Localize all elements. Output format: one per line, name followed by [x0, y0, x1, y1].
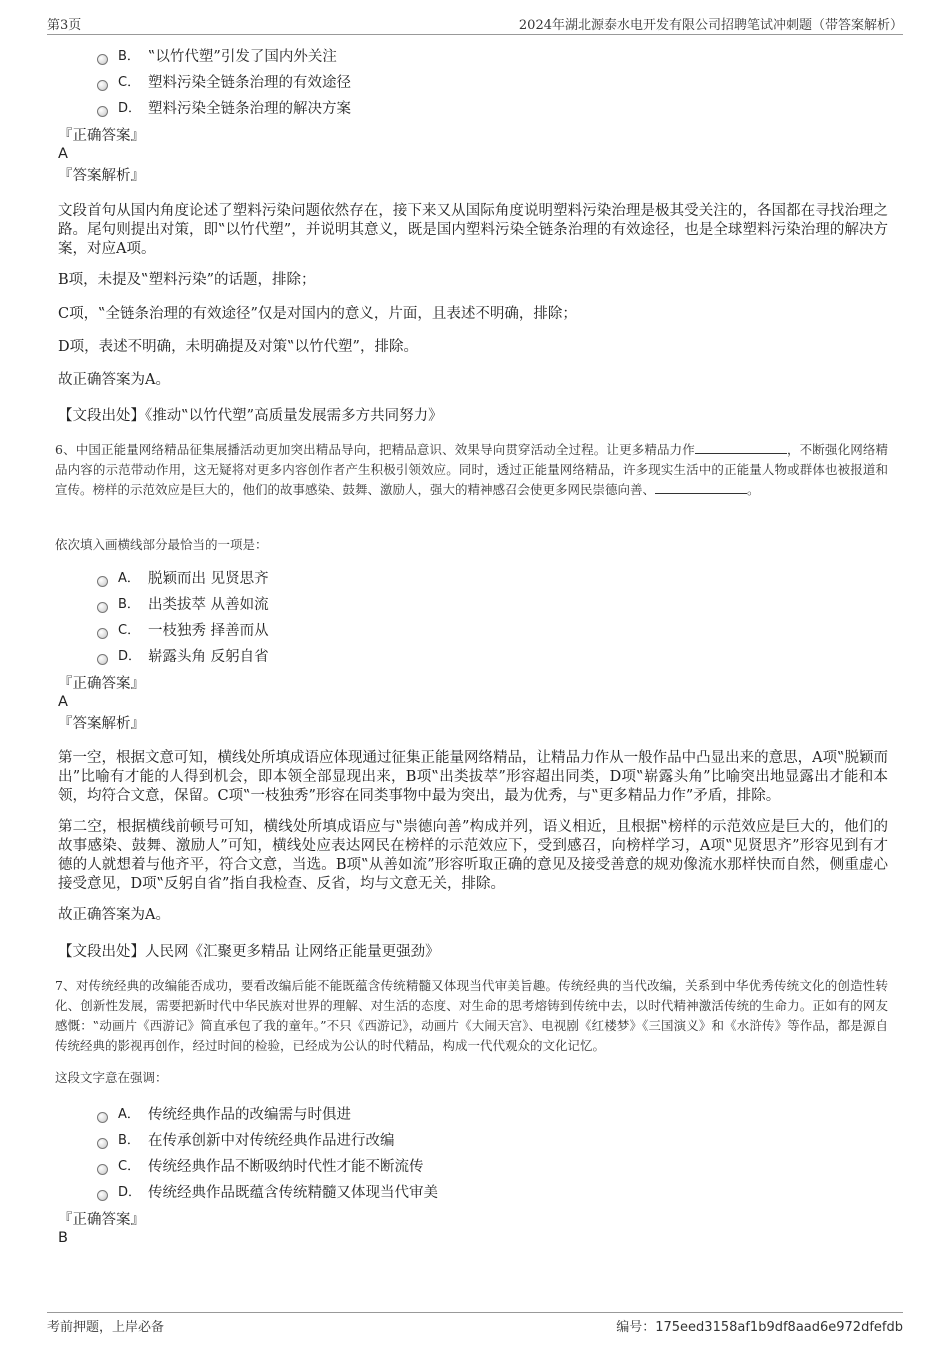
- q7-option-d[interactable]: D． 传统经典作品既蕴含传统精髓又体现当代审美: [97, 1182, 438, 1204]
- q5-analysis-para: 文段首句从国内角度论述了塑料污染问题依然存在，接下来又从国际角度说明塑料污染治理是极其受关注的，各国都在寻找治理之路。尾句则提出对策，即‟以竹代塑”，并说明其意义，既是国内塑料污染全链条治理的有效途径，也是全球塑料污染治理的解决方案，对应A项。: [58, 203, 888, 257]
- radio-icon[interactable]: [97, 1138, 108, 1149]
- q6-option-a[interactable]: A． 脱颖而出 见贤思齐: [97, 568, 269, 590]
- q6-option-c[interactable]: C． 一枝独秀 择善而从: [97, 620, 269, 642]
- radio-icon[interactable]: [97, 576, 108, 587]
- radio-icon[interactable]: [97, 80, 108, 91]
- q6-analysis-para: 第二空，根据横线前顿号可知，横线处所填成语应与‟崇德向善”构成并列，语义相近，且根据‟榜样的示范效应是巨大的，他们的故事感染、鼓舞、激励人”可知，横线处应表达网民在榜样的示范效应下，受到感召，向榜样学习，A项‟见贤思齐”形容见到有才德的人就想着与他齐平，符合文意，当选。B项‟从善如流”形容听取正确的意见及接受善意的规劝像流水那样快而自然，侧重虚心接受意见，D项‟反躬自省”指自我检查、反省，均与文意无关，排除。: [58, 819, 888, 892]
- q7-option-c[interactable]: C． 传统经典作品不断吸纳时代性才能不断流传: [97, 1156, 424, 1178]
- q7-option-a[interactable]: A． 传统经典作品的改编需与时俱进: [97, 1104, 351, 1126]
- q5-option-d[interactable]: D． 塑料污染全链条治理的解决方案: [97, 98, 351, 120]
- radio-icon[interactable]: [97, 1190, 108, 1201]
- radio-icon[interactable]: [97, 602, 108, 613]
- radio-icon[interactable]: [97, 54, 108, 65]
- fill-blank-1: [695, 441, 787, 454]
- q6-prompt: 依次填入画横线部分最恰当的一项是：: [55, 537, 268, 552]
- q6-option-d[interactable]: D． 崭露头角 反躬自省: [97, 646, 269, 668]
- q5-analysis-para: B项，未提及‟塑料污染”的话题，排除；: [58, 272, 316, 288]
- radio-icon[interactable]: [97, 654, 108, 665]
- q5-answer-label: 『正确答案』: [58, 128, 145, 144]
- q5-option-b[interactable]: B． ‟以竹代塑”引发了国内外关注: [97, 46, 337, 68]
- q7-answer: B: [58, 1230, 68, 1246]
- radio-icon[interactable]: [97, 628, 108, 639]
- q6-analysis-label: 『答案解析』: [58, 716, 145, 732]
- q5-analysis-para: D项，表述不明确，未明确提及对策‟以竹代塑”，排除。: [58, 339, 418, 355]
- q7-option-b[interactable]: B． 在传承创新中对传统经典作品进行改编: [97, 1130, 395, 1152]
- q5-analysis-para: C项，‟全链条治理的有效途径”仅是对国内的意义，片面，且表述不明确，排除；: [58, 306, 577, 322]
- q6-source: 【文段出处】人民网《汇聚更多精品 让网络正能量更强劲》: [58, 944, 440, 960]
- fill-blank-2: [655, 481, 747, 494]
- page-footer: [47, 1312, 903, 1335]
- page-number: 第3页: [47, 18, 82, 33]
- q5-analysis-label: 『答案解析』: [58, 168, 145, 184]
- document-title: 2024年湖北源泰水电开发有限公司招聘笔试冲刺题（带答案解析）: [518, 18, 903, 33]
- q7-answer-label: 『正确答案』: [58, 1212, 145, 1228]
- radio-icon[interactable]: [97, 1112, 108, 1123]
- q5-source: 【文段出处】《推动‟以竹代塑”高质量发展需多方共同努力》: [58, 408, 443, 424]
- q5-answer: A: [58, 146, 68, 162]
- document-serial: 编号：175eed3158af1b9df8aad6e972dfefdb: [616, 1320, 903, 1335]
- radio-icon[interactable]: [97, 106, 108, 117]
- q6-analysis-para: 第一空，根据文意可知，横线处所填成语应体现通过征集正能量网络精品，让精品力作从一般作品中凸显出来的意思，A项‟脱颖而出”比喻有才能的人得到机会，即本领全部显现出来，B项‟出类拔萃”形容超出同类，D项‟崭露头角”比喻突出地显露出才能和本领，均符合文意，保留。C项‟一枝独秀”形容在同类事物中最为突出，最为优秀，与‟更多精品力作”矛盾，排除。: [58, 750, 888, 804]
- page-header: [47, 12, 903, 35]
- radio-icon[interactable]: [97, 1164, 108, 1175]
- q6-analysis-para: 故正确答案为A。: [58, 907, 170, 923]
- q5-analysis-para: 故正确答案为A。: [58, 372, 170, 388]
- q5-option-c[interactable]: C． 塑料污染全链条治理的有效途径: [97, 72, 351, 94]
- q7-question-text: 7、对传统经典的改编能否成功，要看改编后能不能既蕴含传统精髓又体现当代审美旨趣。传统经典的当代改编，关系到中华优秀传统文化的创造性转化、创新性发展，需要把新时代中华民族对世界的理解、对生活的态度、对生命的思考熔铸到传统中去，以时代精神激活传统的生命力。正如有的网友感慨：‟动画片《西游记》简直承包了我的童年。”不只《西游记》，动画片《大闹天宫》、电视剧《红楼梦》《三国演义》和《水浒传》等作品，都是源自传统经典的影视再创作，经过时间的检验，已经成为公认的时代精品，构成一代代观众的文化记忆。: [55, 978, 888, 1053]
- q6-question-text: 6、中国正能量网络精品征集展播活动更加突出精品导向，把精品意识、效果导向贯穿活动全过程。让更多精品力作 ，不断强化网络精品内容的示范带动作用，这无疑将对更多内容创作者产生积极引领效应。同时，透过正能量网络精品，许多现实生活中的正能量人物或群体也被报道和宣传。榜样的示范效应是巨大的，他们的故事感染、鼓舞、激励人，强大的精神感召会使更多网民崇德向善、 。: [55, 442, 888, 497]
- q6-answer-label: 『正确答案』: [58, 676, 145, 692]
- footer-slogan: 考前押题，上岸必备: [47, 1320, 165, 1335]
- q7-prompt: 这段文字意在强调：: [55, 1070, 168, 1085]
- q6-option-b[interactable]: B． 出类拔萃 从善如流: [97, 594, 269, 616]
- q6-answer: A: [58, 694, 68, 710]
